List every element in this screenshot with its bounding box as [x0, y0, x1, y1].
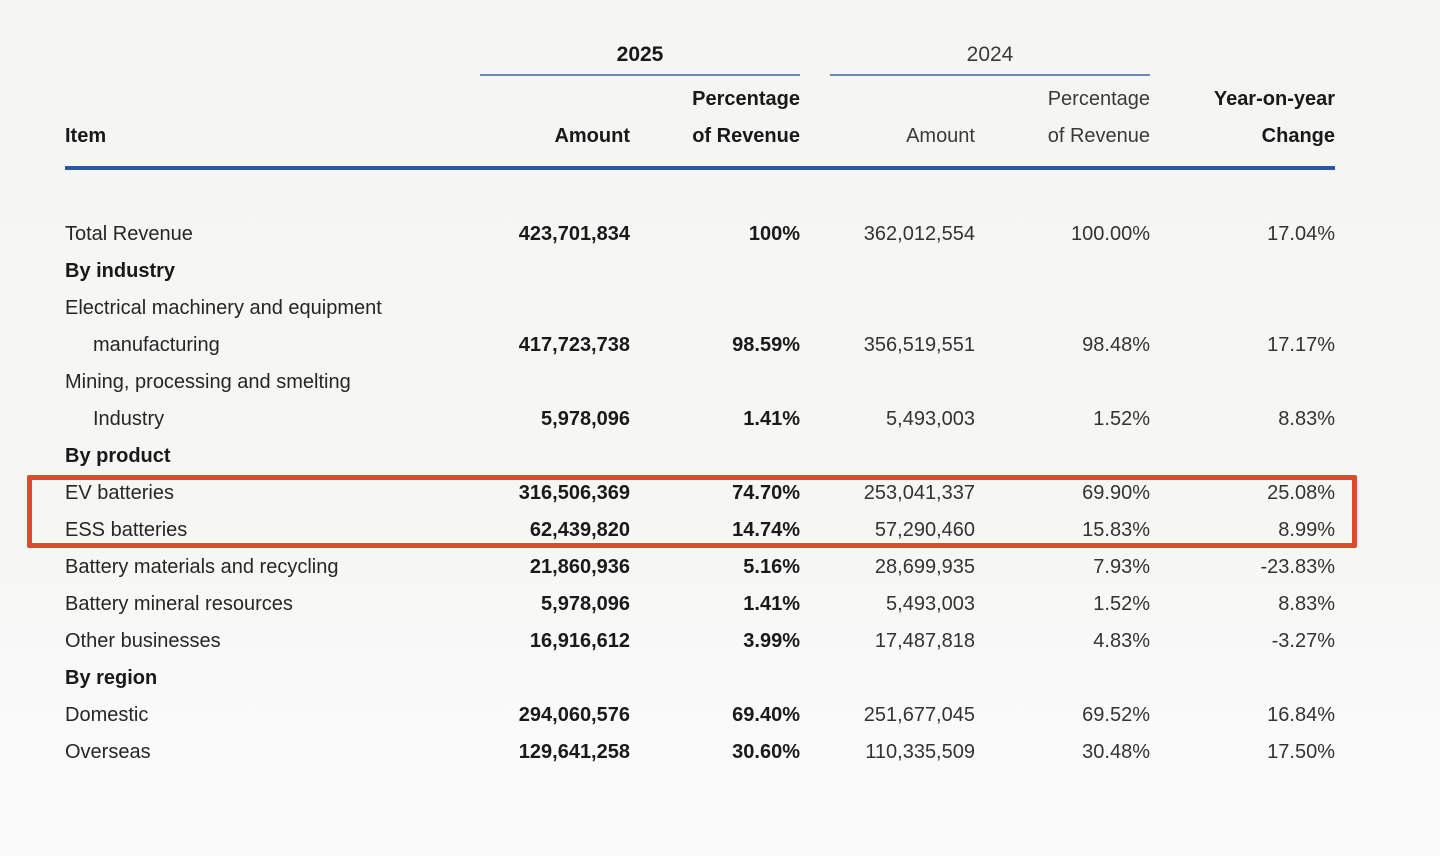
table-row-domestic	[65, 697, 1335, 734]
cell-yoy-change: 17.17%	[1267, 334, 1335, 356]
column-header-amount-2024: Amount	[800, 76, 975, 168]
table-row-total-revenue	[65, 216, 1335, 253]
cell-amount-2024: 356,519,551	[863, 334, 975, 356]
year-row-spacer	[1150, 38, 1335, 76]
cell-pct-2025: 74.70%	[732, 482, 800, 504]
table-row-mining-industry	[65, 401, 1335, 438]
column-header-pct-2025	[630, 76, 800, 168]
cell-amount-2025: 16,916,612	[529, 630, 630, 652]
cell-amount-2025: 129,641,258	[518, 741, 630, 763]
cell-yoy-change: 16.84%	[1267, 704, 1335, 726]
section-row-by-industry	[65, 253, 1335, 290]
cell-amount-2024: 5,493,003	[886, 593, 975, 615]
item-label: Total Revenue	[65, 223, 193, 245]
column-header-row	[65, 76, 1335, 168]
year-row-spacer	[65, 38, 480, 76]
cell-yoy-change: 8.83%	[1278, 593, 1335, 615]
column-header-pct-2025-line1: Percentage	[692, 88, 800, 110]
cell-amount-2025: 423,701,834	[518, 223, 630, 245]
item-label: Industry	[93, 408, 165, 430]
table-row-overseas	[65, 734, 1335, 771]
column-header-pct-2024-line1: Percentage	[1047, 88, 1150, 110]
cell-amount-2024: 5,493,003	[886, 408, 975, 430]
cell-amount-2025: 21,860,936	[529, 556, 630, 578]
column-header-yoy-line1: Year-on-year	[1213, 88, 1335, 110]
cell-pct-2025: 30.60%	[732, 741, 800, 763]
table-row-electrical-machinery-line1	[65, 290, 1335, 327]
cell-pct-2024: 1.52%	[1093, 408, 1150, 430]
cell-pct-2025: 1.41%	[743, 408, 800, 430]
cell-pct-2024: 69.90%	[1082, 482, 1150, 504]
item-label: Domestic	[65, 704, 149, 726]
table-row-mining-line1	[65, 364, 1335, 401]
item-label: Battery mineral resources	[65, 593, 293, 615]
cell-yoy-change: 17.50%	[1267, 741, 1335, 763]
cell-pct-2025: 100%	[748, 223, 800, 245]
section-row-by-product	[65, 438, 1335, 475]
cell-pct-2025: 98.59%	[732, 334, 800, 356]
item-label: Battery materials and recycling	[65, 556, 339, 578]
year-group-2024-cell	[800, 38, 1150, 76]
cell-pct-2025: 3.99%	[743, 630, 800, 652]
cell-amount-2025: 62,439,820	[529, 519, 630, 541]
item-label: Other businesses	[65, 630, 221, 652]
cell-yoy-change: 25.08%	[1267, 482, 1335, 504]
item-label: Mining, processing and smelting	[65, 371, 351, 393]
cell-amount-2024: 28,699,935	[874, 556, 975, 578]
cell-pct-2024: 1.52%	[1093, 593, 1150, 615]
table-row-battery-mineral-resources	[65, 586, 1335, 623]
table-row-ess-batteries	[65, 512, 1335, 549]
cell-yoy-change: 8.83%	[1278, 408, 1335, 430]
cell-amount-2024: 57,290,460	[874, 519, 975, 541]
item-label: manufacturing	[93, 334, 220, 356]
table-row-ev-batteries	[65, 475, 1335, 512]
cell-yoy-change: 17.04%	[1267, 223, 1335, 245]
cell-pct-2024: 100.00%	[1071, 223, 1150, 245]
cell-pct-2024: 4.83%	[1093, 630, 1150, 652]
cell-amount-2024: 17,487,818	[874, 630, 975, 652]
cell-yoy-change: 8.99%	[1278, 519, 1335, 541]
item-label: Overseas	[65, 741, 151, 763]
cell-yoy-change: -3.27%	[1271, 630, 1335, 652]
cell-pct-2025: 1.41%	[743, 593, 800, 615]
table-row-electrical-machinery-manufacturing	[65, 327, 1335, 364]
section-label: By region	[65, 667, 158, 689]
column-header-yoy-change	[1150, 76, 1335, 168]
cell-yoy-change: -23.83%	[1260, 556, 1335, 578]
column-header-amount-2025: Amount	[480, 76, 630, 168]
cell-amount-2024: 253,041,337	[863, 482, 975, 504]
cell-amount-2024: 362,012,554	[863, 223, 975, 245]
cell-pct-2024: 15.83%	[1082, 519, 1150, 541]
table-row-other-businesses	[65, 623, 1335, 660]
column-header-pct-2024-line2: of Revenue	[1047, 125, 1150, 147]
column-header-pct-2024	[975, 76, 1150, 168]
cell-amount-2025: 5,978,096	[541, 408, 630, 430]
year-group-row	[65, 38, 1335, 76]
table-row-battery-materials-recycling	[65, 549, 1335, 586]
cell-pct-2025: 5.16%	[743, 556, 800, 578]
section-row-by-region	[65, 660, 1335, 697]
cell-amount-2025: 294,060,576	[518, 704, 630, 726]
cell-pct-2025: 14.74%	[732, 519, 800, 541]
revenue-table	[65, 38, 1335, 771]
cell-pct-2024: 7.93%	[1093, 556, 1150, 578]
cell-pct-2024: 69.52%	[1082, 704, 1150, 726]
cell-amount-2025: 316,506,369	[518, 482, 630, 504]
column-header-pct-2025-line2: of Revenue	[692, 125, 800, 147]
cell-amount-2024: 251,677,045	[863, 704, 975, 726]
year-label-2025: 2025	[480, 43, 800, 76]
cell-pct-2024: 98.48%	[1082, 334, 1150, 356]
cell-pct-2025: 69.40%	[732, 704, 800, 726]
cell-pct-2024: 30.48%	[1082, 741, 1150, 763]
header-body-spacer	[65, 168, 1335, 216]
section-label: By product	[65, 445, 171, 467]
cell-amount-2024: 110,335,509	[865, 741, 975, 763]
item-label: EV batteries	[65, 482, 174, 504]
item-label: Electrical machinery and equipment	[65, 297, 382, 319]
section-label: By industry	[65, 260, 176, 282]
year-label-2024: 2024	[830, 43, 1150, 76]
cell-amount-2025: 5,978,096	[541, 593, 630, 615]
item-label: ESS batteries	[65, 519, 188, 541]
column-header-yoy-line2: Change	[1261, 125, 1335, 147]
revenue-table-container	[65, 38, 1335, 771]
cell-amount-2025: 417,723,738	[518, 334, 630, 356]
year-group-2025-cell	[480, 38, 800, 76]
column-header-item: Item	[65, 76, 480, 168]
